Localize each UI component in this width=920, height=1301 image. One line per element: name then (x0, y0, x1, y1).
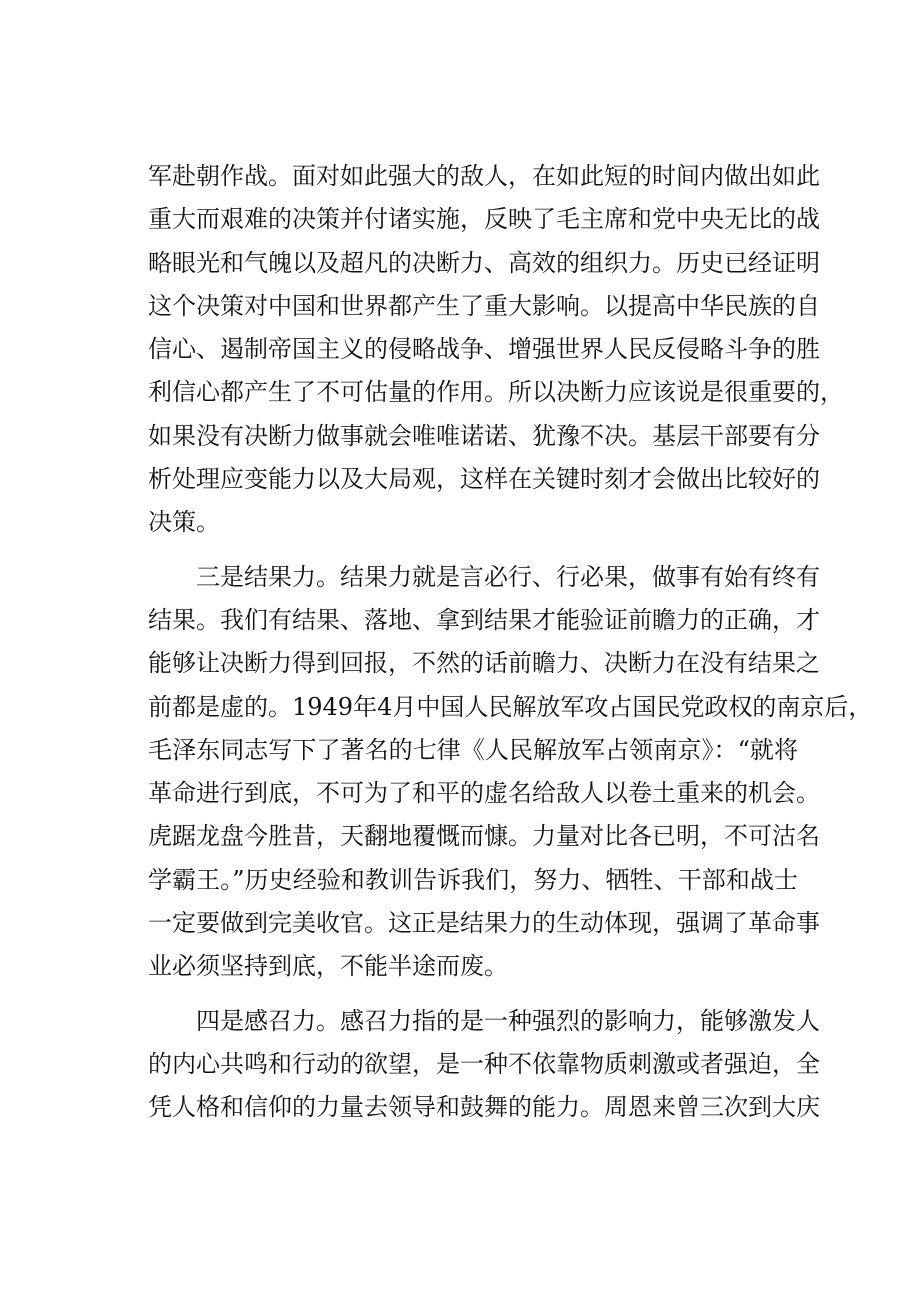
paragraph-spacing (148, 545, 798, 556)
text-line: 毛泽东同志写下了著名的七律《人民解放军占领南京》：“就将 (148, 735, 798, 764)
text-line: 信心、遏制帝国主义的侵略战争、增强世界人民反侵略斗争的胜 (148, 335, 820, 364)
text-line: 析处理应变能力以及大局观，这样在关键时刻才会做出比较好的 (148, 465, 820, 494)
text-line: 略眼光和气魄以及超凡的决断力、高效的组织力。历史已经证明 (148, 248, 820, 277)
text-line: 结果。我们有结果、落地、拿到结果才能验证前瞻力的正确，才 (148, 605, 820, 634)
text-line: 利信心都产生了不可估量的作用。所以决断力应该说是很重要的， (148, 378, 844, 407)
text-line: 四是感召力。感召力指的是一种强烈的影响力，能够激发人 (196, 1006, 820, 1035)
document-body (148, 155, 873, 1130)
text-line: 学霸王。”历史经验和教训告诉我们，努力、牺牲、干部和战士 (148, 865, 798, 894)
text-line: 这个决策对中国和世界都产生了重大影响。以提高中华民族的自 (148, 291, 820, 320)
paragraph-charisma (148, 1000, 820, 1130)
text-line: 决策。 (148, 508, 220, 537)
text-line: 重大而艰难的决策并付诸实施，反映了毛主席和党中央无比的战 (148, 205, 820, 234)
text-line: 军赴朝作战。面对如此强大的敌人，在如此短的时间内做出如此 (148, 162, 820, 190)
paragraph-decisiveness-continued (148, 155, 844, 545)
text-line: 前都是虚的。1949年4月中国人民解放军攻占国民党政权的南京后， (148, 692, 873, 721)
paragraph-result-power (148, 556, 873, 989)
text-line: 一定要做到完美收官。这正是结果力的生动体现，强调了革命事 (148, 909, 820, 938)
text-line: 如果没有决断力做事就会唯唯诺诺、犹豫不决。基层干部要有分 (148, 421, 820, 450)
text-line: 业必须坚持到底，不能半途而废。 (148, 952, 508, 981)
paragraph-spacing (148, 989, 798, 1000)
text-line: 三是结果力。结果力就是言必行、行必果，做事有始有终有 (196, 562, 820, 591)
text-line: 虎踞龙盘今胜昔，天翻地覆慨而慷。力量对比各已明，不可沽名 (148, 822, 820, 851)
text-line: 凭人格和信仰的力量去领导和鼓舞的能力。周恩来曾三次到大庆 (148, 1093, 820, 1122)
text-line: 能够让决断力得到回报，不然的话前瞻力、决断力在没有结果之 (148, 649, 820, 678)
text-line: 的内心共鸣和行动的欲望，是一种不依靠物质刺激或者强迫，全 (148, 1049, 820, 1078)
text-line: 革命进行到底，不可为了和平的虚名给敌人以卷土重来的机会。 (148, 779, 820, 808)
